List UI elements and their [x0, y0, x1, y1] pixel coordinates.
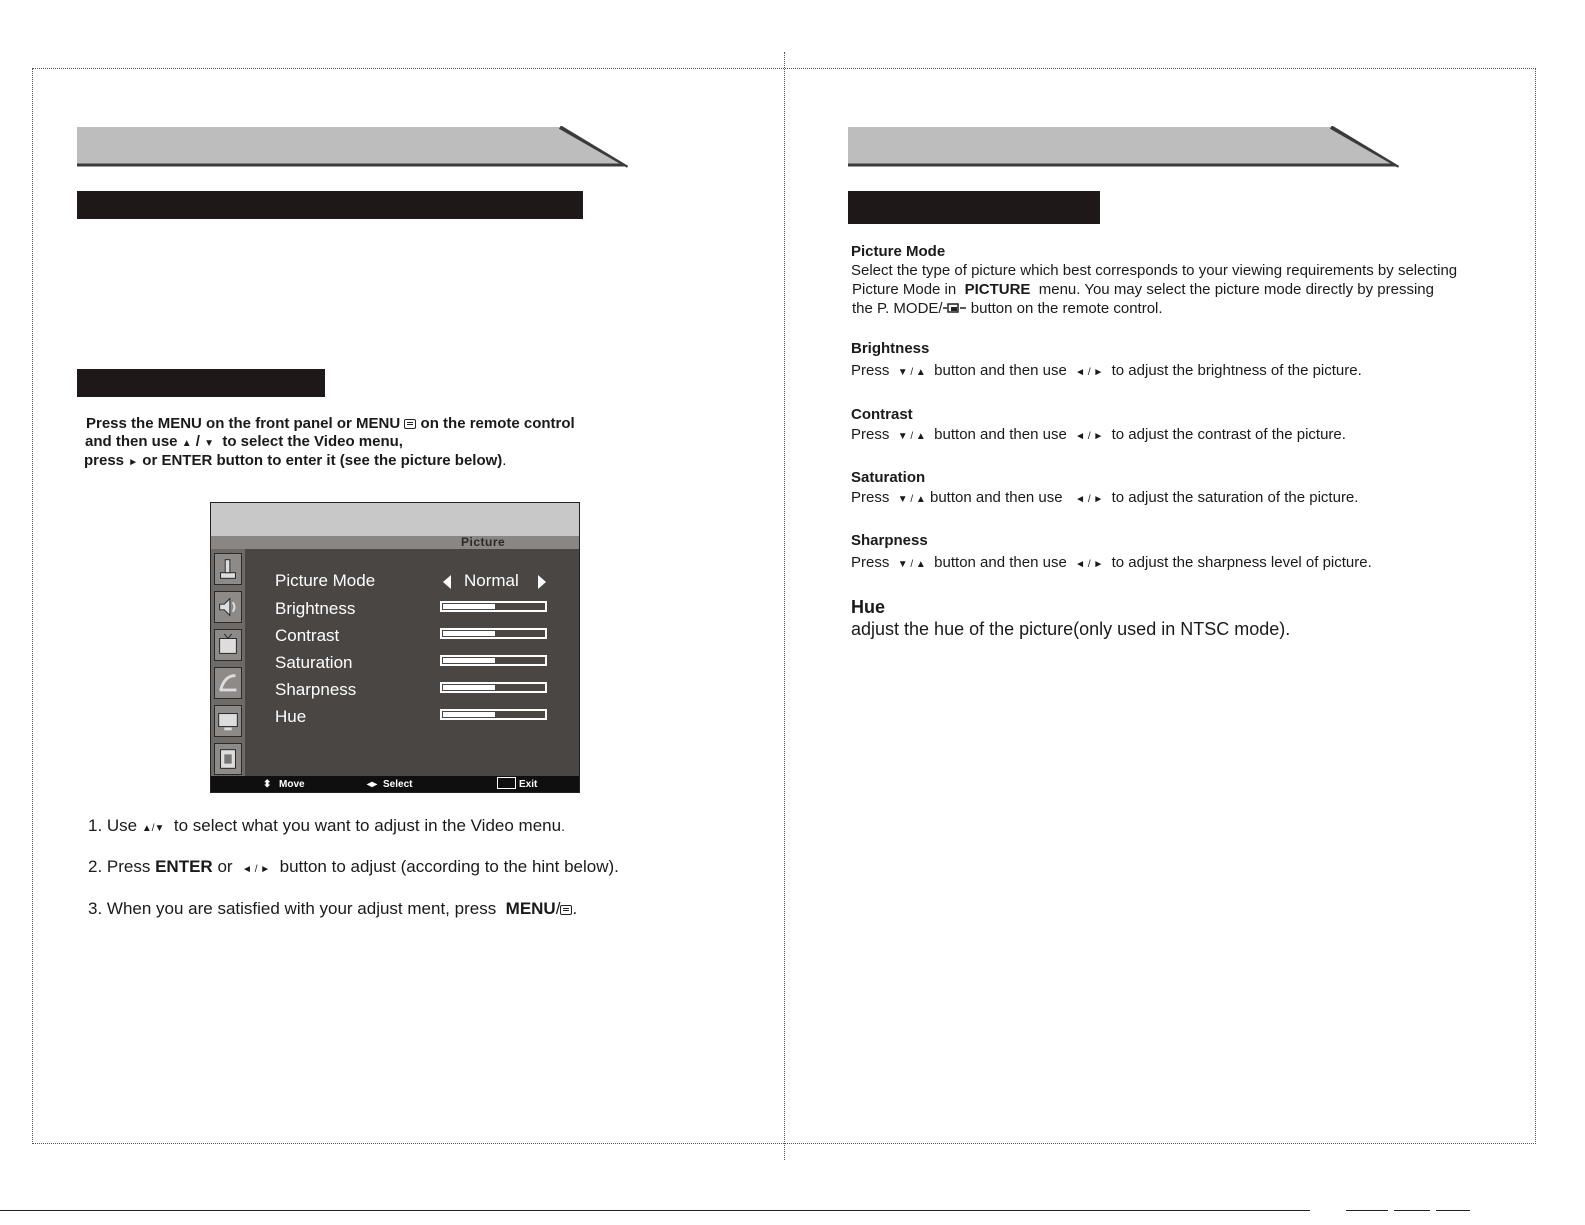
exit-key-icon — [497, 777, 516, 789]
saturation-heading: Saturation — [851, 469, 926, 486]
sharpness-heading: Sharpness — [851, 532, 928, 549]
up-arrow-icon: ▲ — [181, 438, 192, 449]
osd-item-sharpness[interactable]: Sharpness — [275, 680, 357, 699]
section-bar — [77, 191, 583, 219]
osd-bar-fill — [443, 685, 495, 690]
intro-line-2: and then use ▲ / ▼ to select the Video menu, — [85, 433, 403, 450]
left-right-arrows-icon: ◄ / ► — [1075, 431, 1104, 442]
sharpness-text: Press ▼ / ▲ button and then use ◄ / ► to adjust the sharpness level of picture. — [851, 554, 1372, 571]
down-up-arrows-icon: ▼ / ▲ — [897, 559, 926, 570]
osd-footer — [211, 776, 579, 792]
osd-item-contrast[interactable]: Contrast — [275, 626, 340, 645]
contrast-heading: Contrast — [851, 406, 913, 423]
picture-mode-line-2: Picture Mode in PICTURE menu. You may select the picture mode directly by pressing — [852, 281, 1434, 298]
osd-title-area — [211, 503, 579, 536]
left-right-arrows-icon: ◄ / ► — [242, 864, 271, 875]
left-right-arrows-icon: ◄ / ► — [1075, 559, 1104, 570]
osd-bar-fill — [443, 604, 495, 609]
osd-tab-label: Picture — [461, 535, 506, 549]
bottom-rule-dash — [1394, 1210, 1430, 1211]
osd-item-picture-mode[interactable]: Picture Mode — [275, 571, 376, 590]
picture-mode-line-1: Select the type of picture which best corresponds to your viewing requirements by selecting — [851, 262, 1458, 279]
osd-item-brightness[interactable]: Brightness — [275, 599, 356, 618]
osd-tab-strip — [211, 536, 579, 549]
osd-bar-fill — [443, 712, 495, 717]
hue-heading: Hue — [851, 597, 886, 617]
down-up-arrows-icon: ▼ / ▲ — [897, 494, 926, 505]
function-menu-icon[interactable] — [214, 743, 242, 775]
pmode-key-icon — [943, 301, 967, 313]
osd-right-arrow-icon[interactable] — [538, 575, 546, 589]
hue-text: adjust the hue of the picture(only used in NTSC mode). — [851, 619, 1291, 639]
osd-bar-fill — [443, 658, 495, 663]
osd-item-saturation[interactable]: Saturation — [275, 653, 353, 672]
bottom-rule — [0, 1210, 1310, 1211]
osd-sharpness-bar[interactable] — [440, 682, 547, 693]
section-bar — [848, 191, 1100, 224]
setup-menu-icon[interactable] — [214, 667, 242, 699]
right-arrow-icon: ► — [128, 457, 139, 468]
section-bar — [77, 369, 325, 397]
osd-sidebar — [211, 549, 245, 777]
step-2: 2. Press ENTER or ◄ / ► button to adjust (according to the hint below). — [88, 857, 619, 876]
left-right-arrows-icon: ◄ / ► — [1075, 494, 1104, 505]
brightness-heading: Brightness — [851, 340, 930, 357]
osd-contrast-bar[interactable] — [440, 628, 547, 639]
down-up-arrows-icon: ▼ / ▲ — [897, 367, 926, 378]
right-header-banner — [847, 126, 1403, 170]
picture-mode-heading: Picture Mode — [851, 243, 946, 260]
left-right-arrows-icon: ◄ / ► — [1075, 367, 1104, 378]
osd-bar-fill — [443, 631, 495, 636]
menu-icon — [404, 419, 416, 429]
osd-hue-bar[interactable] — [440, 709, 547, 720]
osd-picture-mode-value: Normal — [464, 571, 519, 590]
osd-left-arrow-icon[interactable] — [443, 575, 451, 589]
osd-footer-select: Select — [383, 779, 413, 790]
menu-icon — [560, 905, 572, 915]
picture-menu-icon[interactable] — [214, 553, 242, 585]
osd-item-hue[interactable]: Hue — [275, 707, 307, 726]
sound-menu-icon[interactable] — [214, 591, 242, 623]
tv-menu-icon[interactable] — [214, 629, 242, 661]
contrast-text: Press ▼ / ▲ button and then use ◄ / ► to adjust the contrast of the picture. — [851, 426, 1346, 443]
bottom-rule-dash — [1346, 1210, 1388, 1211]
osd-footer-exit: Exit — [519, 779, 538, 790]
left-header-banner — [76, 126, 632, 170]
step-3: 3. When you are satisfied with your adjust ment, press MENU/ . — [88, 899, 578, 918]
down-up-arrows-icon: ▼ / ▲ — [897, 431, 926, 442]
saturation-text: Press ▼ / ▲ button and then use ◄ / ► to adjust the saturation of the picture. — [851, 489, 1359, 506]
intro-line-3: press ► or ENTER button to enter it (see the picture below). — [84, 452, 507, 469]
osd-footer-move: Move — [279, 779, 305, 790]
page-divider — [784, 52, 785, 1160]
picture-mode-line-3: the P. MODE/ button on the remote control. — [852, 300, 1163, 317]
bottom-rule-dash — [1436, 1210, 1470, 1211]
brightness-text: Press ▼ / ▲ button and then use ◄ / ► to adjust the brightness of the picture. — [851, 362, 1362, 379]
step-1: 1. Use ▲/▼ to select what you want to adjust in the Video menu. — [88, 816, 565, 835]
leftright-arrow-icon: ◂▸ — [367, 779, 378, 790]
up-down-arrows-icon: ▲/▼ — [141, 823, 165, 834]
updown-arrow-icon: ⬍ — [263, 779, 272, 790]
osd-saturation-bar[interactable] — [440, 655, 547, 666]
screen-menu-icon[interactable] — [214, 705, 242, 737]
intro-line-1: Press the MENU on the front panel or MENU on the remote control — [86, 415, 575, 432]
osd-brightness-bar[interactable] — [440, 601, 547, 612]
osd-picture-menu — [210, 502, 580, 793]
down-arrow-icon: ▼ — [204, 438, 215, 449]
